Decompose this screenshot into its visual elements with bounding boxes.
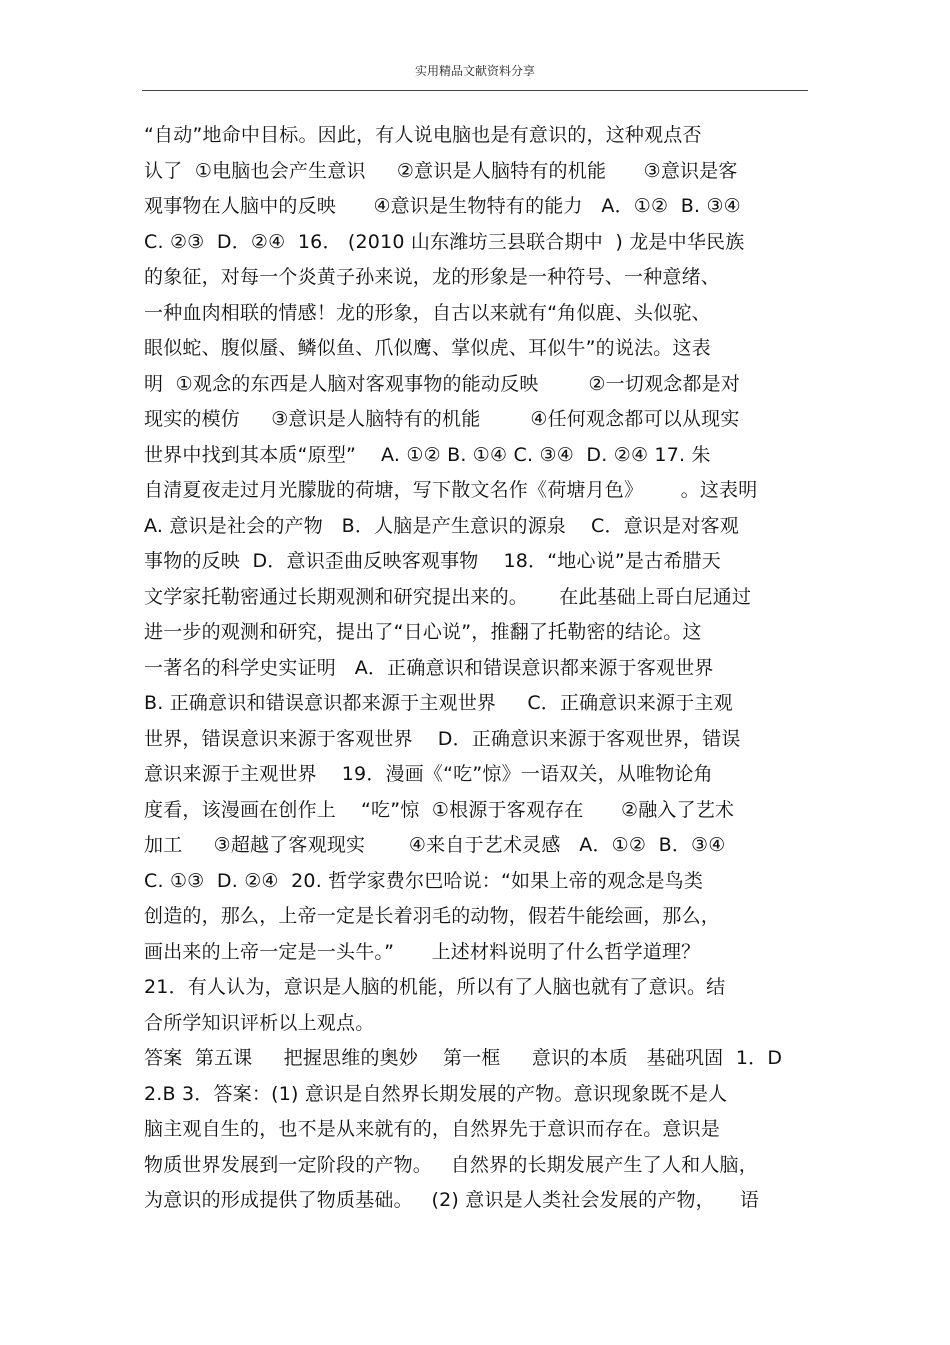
text-line: 文学家托勒密通过长期观测和研究提出来的。 在此基础上哥白尼通过	[144, 585, 752, 608]
text-line: 加工 ③超越了客观现实 ④来自于艺术灵感 A．①② B．③④	[144, 834, 726, 856]
text-line: 认了 ①电脑也会产生意识 ②意识是人脑特有的机能 ③意识是客	[144, 159, 738, 182]
text-line: 脑主观自生的，也不是从来就有的，自然界先于意识而存在。意识是	[144, 1118, 721, 1140]
text-line: 现实的模仿 ③意识是人脑特有的机能 ④任何观念都可以从现实	[144, 408, 740, 430]
text-line: 明 ①观念的东西是人脑对客观事物的能动反映 ②一切观念都是对	[144, 372, 741, 395]
document-body	[144, 118, 834, 1219]
text-line: 21．有人认为，意识是人脑的机能，所以有了人脑也就有了意识。结	[144, 976, 726, 998]
text-line: 合所学知识评析以上观点。	[144, 1011, 375, 1034]
text-line: 的象征，对每一个炎黄子孙来说，龙的形象是一种符号、一种意绪、	[144, 266, 721, 288]
text-line: 事物的反映 D．意识歪曲反映客观事物 18．“地心说”是古希腊天	[144, 550, 721, 572]
text-line: 答案 第五课 把握思维的奥妙 第一框 意识的本质 基础巩固 1．D	[144, 1047, 783, 1069]
text-line: B. 正确意识和错误意识都来源于主观世界 C．正确意识来源于主观	[144, 692, 733, 714]
text-line: 为意识的形成提供了物质基础。 (2) 意识是人类社会发展的产物， 语	[144, 1189, 760, 1211]
text-line: 观事物在人脑中的反映 ④意识是生物特有的能力 A．①② B. ③④	[144, 195, 741, 217]
text-line: 画出来的上帝一定是一头牛。” 上述材料说明了什么哲学道理？	[144, 940, 701, 963]
text-line: 进一步的观测和研究，提出了“日心说”，推翻了托勒密的结论。这	[144, 621, 702, 643]
text-line: 世界中找到其本质“原型” A. ①② B. ①④ C. ③④ D. ②④ 17. 朱	[144, 443, 711, 466]
text-line: 创造的，那么，上帝一定是长着羽毛的动物，假若牛能绘画，那么，	[144, 905, 721, 927]
text-line: 眼似蛇、腹似蜃、鳞似鱼、爪似鹰、掌似虎、耳似牛”的说法。这表	[144, 337, 711, 359]
text-line: 自清夏夜走过月光朦胧的荷塘，写下散文名作《荷塘月色》 。这表明	[144, 479, 758, 501]
text-line: 世界，错误意识来源于客观世界 D．正确意识来源于客观世界，错误	[144, 727, 741, 750]
text-line: C. ②③ D．②④ 16． (2010 山东潍坊三县联合期中 ) 龙是中华民族	[144, 230, 745, 253]
text-line: 物质世界发展到一定阶段的产物。 自然界的长期发展产生了人和人脑，	[144, 1153, 758, 1176]
text-line: 一种血肉相联的情感！龙的形象，自古以来就有“角似鹿、头似驼、	[144, 301, 711, 324]
text-line: 意识来源于主观世界 19．漫画《“吃”惊》一语双关，从唯物论角	[144, 763, 713, 785]
text-line: 度看，该漫画在创作上 “吃”惊 ①根源于客观存在 ②融入了艺术	[144, 798, 735, 821]
text-line: A. 意识是社会的产物 B．人脑是产生意识的源泉 C．意识是对客观	[144, 514, 739, 537]
text-line: “自动”地命中目标。因此，有人说电脑也是有意识的，这种观点否	[144, 124, 702, 146]
text-line: 2.B 3．答案：(1) 意识是自然界长期发展的产物。意识现象既不是人	[144, 1082, 728, 1105]
header-divider	[142, 90, 808, 91]
page-header: 实用精品文献资料分享	[414, 64, 535, 78]
text-line: 一著名的科学史实证明 A．正确意识和错误意识都来源于客观世界	[144, 656, 714, 679]
text-line: C. ①③ D. ②④ 20. 哲学家费尔巴哈说：“如果上帝的观念是鸟类	[144, 869, 704, 892]
